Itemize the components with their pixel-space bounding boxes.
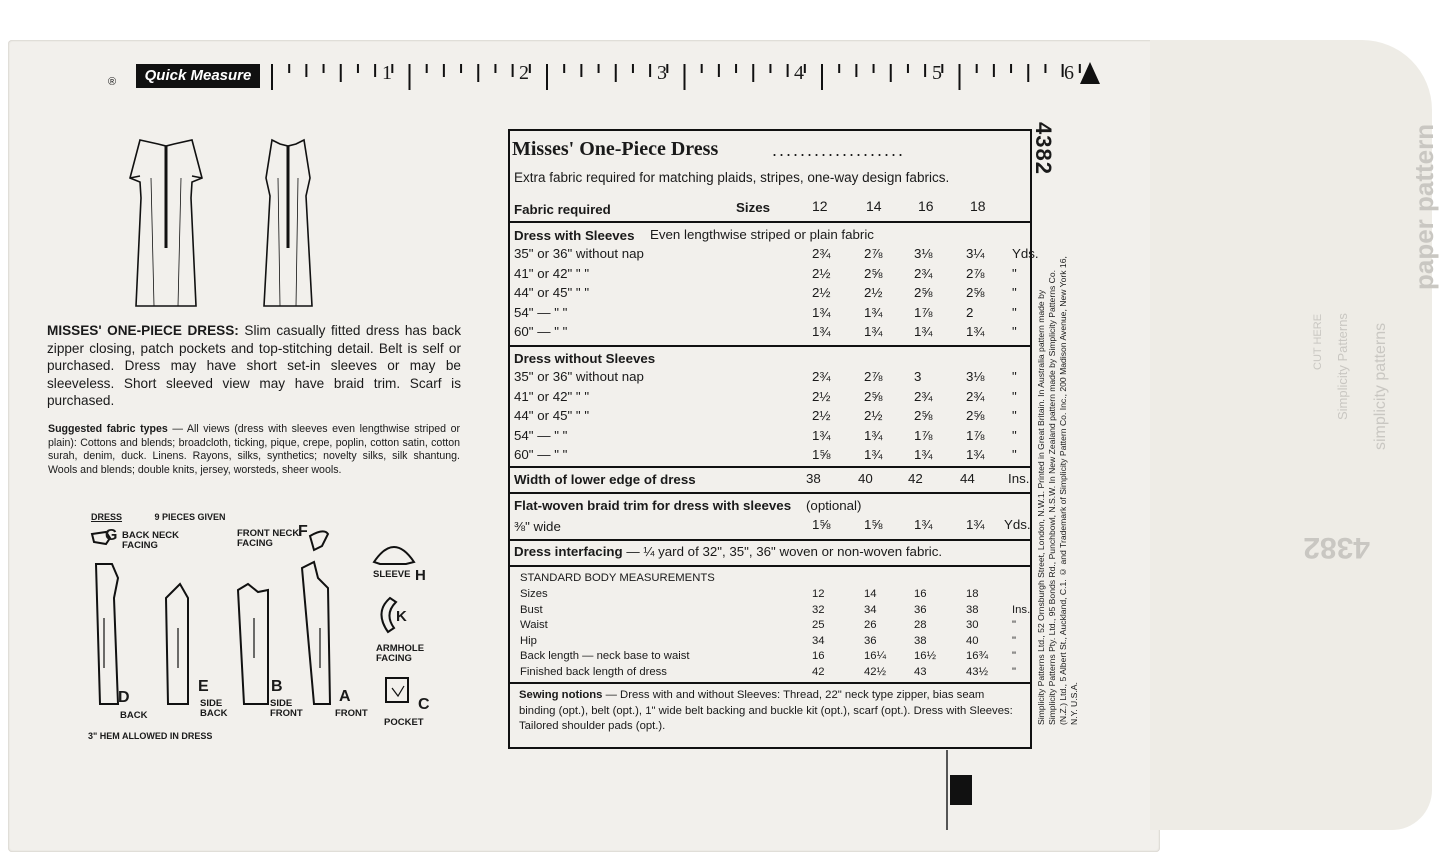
row-value: 38 — [966, 603, 979, 616]
row-value: 38 — [914, 634, 927, 647]
row-unit: " — [1012, 447, 1017, 462]
piece-f-label: FRONT NECK FACING — [237, 528, 300, 549]
braid-unit: Yds. — [1004, 517, 1031, 532]
row-value: 34 — [812, 634, 825, 647]
braid-label: Flat-woven braid trim for dress with sleeves — [514, 498, 792, 513]
pattern-pieces-diagram — [88, 523, 448, 726]
size-18: 18 — [970, 198, 986, 214]
row-label: Bust — [520, 603, 543, 616]
description-heading: MISSES' ONE-PIECE DRESS: — [47, 323, 239, 338]
row-unit: " — [1012, 619, 1017, 632]
row-label: 44" or 45" " " — [514, 285, 590, 300]
row-value: 2⅝ — [914, 285, 933, 300]
row-label: Finished back length of dress — [520, 666, 667, 678]
row-value: 30 — [966, 619, 979, 632]
interfacing-label: Dress interfacing — [514, 544, 623, 559]
ruler-number-3: 3 — [657, 62, 667, 84]
braid-value: 1⅝ — [812, 517, 831, 532]
flap-line-3: Simplicity Patterns — [1335, 313, 1350, 420]
row-value: 12 — [812, 588, 825, 600]
divider — [508, 466, 1032, 468]
row-unit: " — [1012, 388, 1017, 404]
row-value: 1¾ — [966, 324, 985, 339]
row-value: 1¾ — [864, 427, 883, 443]
lower-edge-value: 40 — [858, 471, 873, 486]
row-value: 16¼ — [864, 650, 886, 663]
lower-edge-value: 42 — [908, 471, 923, 486]
size-12: 12 — [812, 198, 828, 214]
row-unit: " — [1012, 285, 1017, 300]
row-value: 36 — [864, 634, 877, 647]
interfacing-text: — ¼ yard of 32", 35", 36" woven or non-woven fabric. — [626, 544, 943, 559]
notions-text: — Dress with and without Sleeves: Thread, 22" neck type zipper, bias seam binding (opt.), belt (opt.), 1" wide belt backing and buckle kit (opt.), scarf (opt.). Dress with Sleeves: Tailored shoulder pads (opt.). — [519, 689, 1013, 732]
row-label: Waist — [520, 619, 548, 632]
row-value: 2¾ — [812, 369, 831, 384]
piece-d-label: BACK — [120, 710, 148, 721]
dress-line-drawings — [118, 138, 318, 318]
flap-number: 4382 — [1303, 531, 1370, 564]
row-value: 16¾ — [966, 650, 988, 663]
row-value: 1¾ — [812, 304, 831, 320]
piece-b-letter: B — [271, 678, 283, 695]
ruler-number-1: 1 — [382, 62, 392, 84]
divider — [508, 539, 1032, 541]
flap-line-2: simplicity patterns — [1372, 322, 1389, 450]
row-unit: " — [1012, 666, 1017, 678]
row-value: 3⅛ — [966, 369, 985, 384]
lower-edge-unit: Ins. — [1008, 471, 1030, 486]
fabric-suggestions — [48, 423, 460, 478]
row-value: 2 — [966, 304, 974, 320]
row-unit: Ins. — [1012, 603, 1031, 616]
row-value: 14 — [864, 588, 877, 600]
piece-e-letter: E — [198, 678, 209, 695]
row-value: 2½ — [812, 265, 831, 281]
row-value: 2½ — [812, 285, 831, 300]
row-value: 1¾ — [966, 447, 985, 462]
row-label: 41" or 42" " " — [514, 388, 590, 404]
row-value: 32 — [812, 603, 825, 616]
row-value: 18 — [966, 588, 979, 600]
row-value: 1⅞ — [914, 304, 933, 320]
row-label: 54" — " " — [514, 427, 568, 443]
row-value: 40 — [966, 634, 979, 647]
divider — [508, 565, 1032, 567]
flap-bleedthrough-text — [1240, 90, 1439, 570]
row-value: 2⅝ — [966, 408, 985, 423]
size-16: 16 — [918, 198, 934, 214]
piece-k-label: ARMHOLE FACING — [376, 643, 425, 664]
row-value: 2½ — [812, 408, 831, 423]
lower-edge-value: 38 — [806, 471, 821, 486]
flap-line-1: paper pattern — [1409, 123, 1439, 290]
piece-c-shape — [386, 678, 408, 702]
row-value: 1¾ — [812, 427, 831, 443]
interfacing-row — [514, 544, 942, 559]
row-unit: " — [1012, 427, 1017, 443]
publisher-info: Simplicity Patterns Ltd., 52 Ornsburgh Street, London, N.W.1. Printed in Great Britain. In Australia pattern made by Simplicity Patterns Pty. Ltd., 95 Bonds Rd., Punchbowl, N.S.W. In New Zealand pattern made by Simplicity Patterns Co. (N.Z.) Ltd., 5 Albert St., Auckland, C.1. © and Trademark of Simplicity Pattern Co. Inc., 200 Madison Avenue, New York 16, N.Y. U.S.A. — [1036, 256, 1079, 725]
row-value: 2⅝ — [864, 388, 883, 404]
notions-heading: Sewing notions — [519, 689, 603, 701]
row-value: 2⅝ — [864, 265, 883, 281]
row-value: 43 — [914, 666, 927, 678]
divider — [508, 682, 1032, 684]
row-value: 2⅝ — [966, 285, 985, 300]
row-value: 1¾ — [864, 304, 883, 320]
title-leader-dots: ................... — [772, 140, 906, 160]
piece-e-shape — [166, 584, 188, 704]
divider — [508, 345, 1032, 347]
row-label: 54" — " " — [514, 304, 568, 320]
row-value: 1⅝ — [812, 447, 831, 462]
with-sleeves-subheading: Even lengthwise striped or plain fabric — [650, 227, 874, 242]
row-label: Back length — neck base to waist — [520, 650, 690, 663]
piece-d-shape — [96, 564, 118, 704]
ruler-number-2: 2 — [519, 62, 529, 84]
description-text: Slim casually fitted dress has back zipper closing, patch pockets and top-stitching detail. Belt is self or purchased. Dress may have short set-in sleeves or may be sleeveless. Short sleeved view may have braid trim. Scarf is purchased. — [47, 323, 461, 409]
pattern-description — [47, 322, 461, 410]
piece-g-label: BACK NECK FACING — [122, 530, 179, 551]
row-value: 28 — [914, 619, 927, 632]
row-value: 16 — [812, 650, 825, 663]
row-value: 1¾ — [812, 324, 831, 339]
piece-h-label: SLEEVE — [373, 569, 411, 580]
ruler-number-4: 4 — [794, 62, 804, 84]
row-label: Sizes — [520, 588, 548, 600]
register-mark — [950, 775, 972, 805]
row-value: 2⅞ — [966, 265, 985, 281]
braid-value: 1¾ — [966, 517, 985, 532]
row-value: 1¾ — [914, 447, 933, 462]
row-value: 2¾ — [914, 388, 933, 404]
flap-line-4: CUT HERE — [1312, 313, 1324, 370]
lower-edge-label: Width of lower edge of dress — [514, 472, 696, 487]
row-value: 1¾ — [914, 324, 933, 339]
row-label: 41" or 42" " " — [514, 265, 590, 281]
piece-b-shape — [238, 584, 268, 704]
piece-g-letter: G — [105, 527, 118, 544]
piece-k-shape — [381, 598, 396, 632]
row-unit: " — [1012, 369, 1017, 384]
sizes-label: Sizes — [736, 200, 771, 215]
braid-optional: (optional) — [806, 498, 862, 513]
row-unit: " — [1012, 304, 1017, 320]
row-value: 1¾ — [864, 324, 883, 339]
row-value: 2½ — [812, 388, 831, 404]
row-value: 1⅞ — [914, 427, 933, 443]
row-value: 1⅞ — [966, 427, 985, 443]
row-value: 42½ — [864, 666, 886, 678]
fabric-text: — All views (dress with sleeves even lengthwise striped or plain): Cottons and blends; broadcloth, ticking, pique, crepe, poplin, cotton satin, cotton surah, denim, duck. Linens. Rayons, silks, synthetics; novelty silks, silk shantung. Wools and blends; double knits, jersey, worsteds, sheer wools. — [48, 423, 461, 477]
hem-allowance: 3" HEM ALLOWED IN DRESS — [88, 731, 213, 741]
row-label: 35" or 36" without nap — [514, 369, 644, 384]
row-label: 44" or 45" " " — [514, 408, 590, 423]
piece-h-shape — [374, 547, 414, 564]
divider — [508, 492, 1032, 494]
row-value: 2⅞ — [864, 369, 883, 384]
ruler-number-5: 5 — [932, 62, 942, 84]
row-value: 3¼ — [966, 246, 985, 261]
row-label: 60" — " " — [514, 447, 568, 462]
pattern-number: 4382 — [1031, 122, 1056, 175]
divider — [508, 221, 1032, 223]
row-label: 35" or 36" without nap — [514, 246, 644, 261]
piece-a-label: FRONT — [335, 708, 368, 719]
row-value: 2¾ — [812, 246, 831, 261]
fabric-required-label: Fabric required — [514, 202, 611, 217]
braid-value: 1⅝ — [864, 517, 883, 532]
piece-f-letter: F — [298, 523, 308, 540]
size-14: 14 — [866, 198, 882, 214]
body-measurements-heading: STANDARD BODY MEASUREMENTS — [520, 572, 715, 584]
piece-c-label: POCKET — [384, 717, 424, 728]
ruler-number-6: 6 — [1064, 62, 1074, 84]
pieces-title: DRESS — [91, 512, 123, 522]
row-value: 36 — [914, 603, 927, 616]
row-value: 16½ — [914, 650, 936, 663]
row-value: 26 — [864, 619, 877, 632]
row-value: 2⅝ — [914, 408, 933, 423]
pieces-header — [91, 512, 226, 522]
row-value: 2¾ — [914, 265, 933, 281]
pieces-count: 9 PIECES GIVEN — [154, 512, 226, 522]
quick-measure-label: Quick Measure — [136, 64, 260, 88]
row-value: 2¾ — [966, 388, 985, 404]
row-unit: " — [1012, 408, 1017, 423]
row-value: 3⅛ — [914, 246, 933, 261]
lower-edge-value: 44 — [960, 471, 975, 486]
row-value: 25 — [812, 619, 825, 632]
row-unit: Yds. — [1012, 246, 1039, 261]
piece-h-letter: H — [415, 567, 426, 584]
row-value: 3 — [914, 369, 922, 384]
row-value: 43½ — [966, 666, 988, 678]
braid-value: 1¾ — [914, 517, 933, 532]
piece-e-label: SIDE BACK — [200, 698, 228, 719]
row-label: 60" — " " — [514, 324, 568, 339]
ruler-arrow-icon — [1080, 62, 1100, 84]
row-label: Hip — [520, 634, 537, 647]
row-value: 16 — [914, 588, 927, 600]
row-value: 2½ — [864, 285, 883, 300]
table-title: Misses' One-Piece Dress — [512, 138, 719, 160]
piece-k-letter: K — [396, 608, 407, 625]
row-unit: " — [1012, 265, 1017, 281]
piece-b-label: SIDE FRONT — [270, 698, 303, 719]
row-value: 2½ — [864, 408, 883, 423]
with-sleeves-heading: Dress with Sleeves — [514, 228, 635, 243]
braid-width: ⅜" wide — [514, 519, 561, 534]
row-unit: " — [1012, 650, 1017, 663]
piece-d-letter: D — [118, 689, 130, 706]
fold-guide-line — [946, 750, 948, 830]
piece-f-shape — [310, 531, 328, 550]
registered-mark: ® — [108, 76, 117, 88]
row-unit: " — [1012, 324, 1017, 339]
piece-a-letter: A — [339, 688, 351, 705]
plaid-note: Extra fabric required for matching plaids, stripes, one-way design fabrics. — [514, 170, 950, 185]
row-value: 34 — [864, 603, 877, 616]
without-sleeves-heading: Dress without Sleeves — [514, 351, 656, 366]
row-value: 2⅞ — [864, 246, 883, 261]
row-value: 1¾ — [864, 447, 883, 462]
sewing-notions — [519, 688, 1019, 735]
row-value: 42 — [812, 666, 825, 678]
row-unit: " — [1012, 634, 1017, 647]
piece-c-letter: C — [418, 696, 430, 713]
piece-a-shape — [302, 562, 330, 704]
fabric-heading: Suggested fabric types — [48, 423, 168, 435]
